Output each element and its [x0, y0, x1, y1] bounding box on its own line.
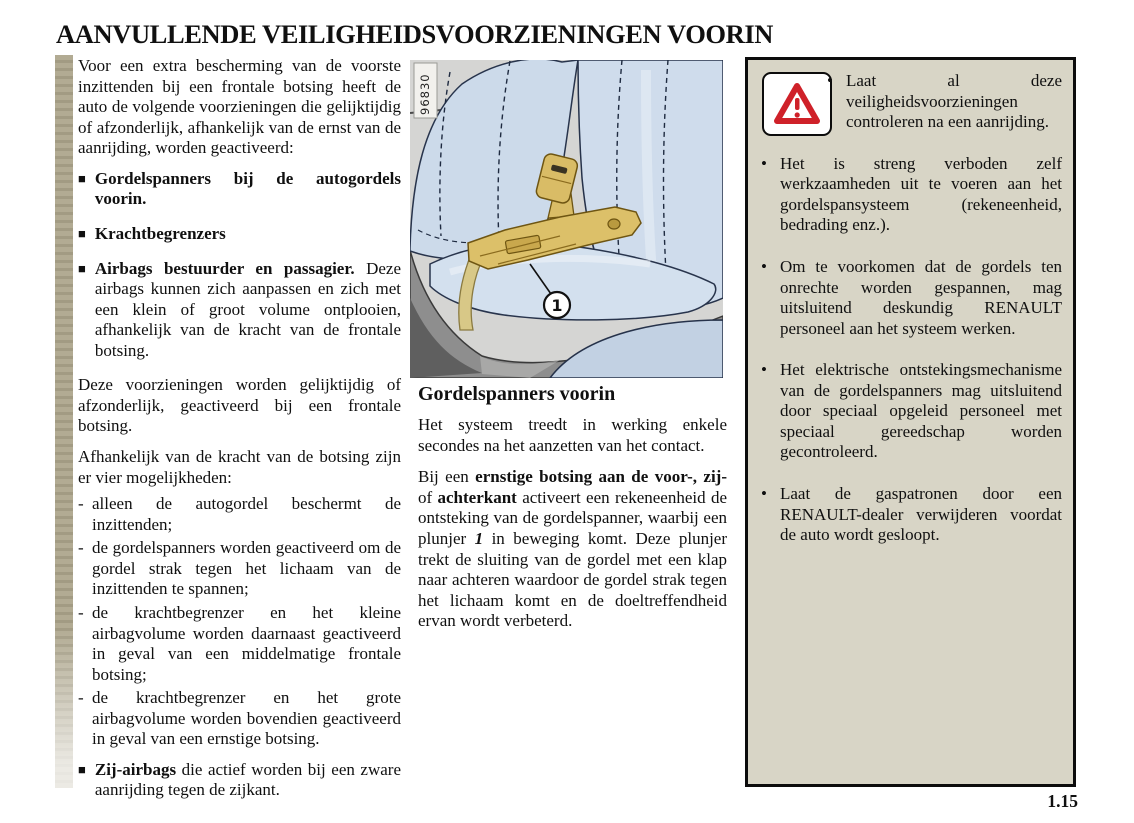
text-run: Zij-airbags	[94, 759, 177, 779]
text-run: Deze airbags kunnen zich aanpassen en zich met een klein of groot volume ontplooien, afhankelijk van de kracht van de frontale botsing.	[94, 258, 401, 360]
warning-bullet-list	[761, 71, 1062, 546]
text-run: Krachtbegrenzers	[94, 223, 226, 243]
feature-item	[78, 259, 401, 362]
square-bullet-icon: ■	[78, 260, 86, 276]
seat-pretensioner-figure	[410, 60, 723, 378]
dash-bullet: -	[78, 538, 84, 558]
feature-item	[78, 760, 401, 801]
case-text: de gordelspanners worden geactiveerd om de gordel strak tegen het lichaam van de inzittenden te spannen;	[92, 538, 401, 599]
middle-paragraph	[418, 415, 727, 456]
warning-bullet-text: Laat al deze veiligheidsvoorzieningen controleren na een aanrijding.	[846, 71, 1062, 132]
text-run: Bij een	[418, 467, 476, 487]
bullet-dot: •	[827, 71, 833, 90]
warning-bullet-text: Het elektrische ontstekingsmechanisme van de gordelspanners mag uitsluitend door speciaal opgeleid personeel met speciaal gereedschap worden gecontroleerd.	[780, 360, 1062, 462]
section-heading: Gordelspanners voorin	[418, 383, 616, 405]
text-run: Airbags bestuurder en passagier.	[94, 258, 355, 278]
case-item	[78, 603, 401, 685]
intro-paragraph: Voor een extra bescherming van de voorste inzittenden bij een frontale botsing heeft de auto de volgende voorzieningen die gelijktijdig of afzonderlijk, afhankelijk van de ernst van de aanrijding, worden geactiveerd:	[78, 56, 401, 158]
page-edge-strip	[55, 55, 73, 788]
feature-text	[95, 224, 401, 245]
bullet-dot: •	[761, 484, 767, 503]
feature-item	[78, 169, 401, 210]
text-run: 1	[474, 529, 484, 548]
case-item	[78, 494, 401, 535]
final-feature-list	[78, 760, 401, 801]
feature-item	[78, 224, 401, 245]
bullet-dot: •	[761, 153, 767, 173]
warning-bullet-item	[761, 154, 1062, 236]
text-run: die actief worden bij een zware aanrijding tegen de zijkant.	[94, 759, 401, 800]
left-column	[78, 56, 401, 815]
photo-id-text: 96830	[418, 73, 432, 115]
warning-bullet-item	[761, 484, 1062, 546]
text-run: in beweging komt. Deze plunjer trekt de sluiting van de gordel met een klap naar achteren waardoor de gordel strak tegen het lichaam komt en de doeltreffendheid ervan wordt verbeterd.	[418, 529, 728, 631]
dash-bullet: -	[78, 494, 84, 514]
case-text: alleen de autogordel beschermt de inzittenden;	[92, 494, 401, 534]
page-title: AANVULLENDE VEILIGHEIDSVOORZIENINGEN VOORIN	[56, 19, 774, 49]
case-text: de krachtbegrenzer en het grote airbagvolume worden bovendien geactiveerd in geval van een ernstige botsing.	[92, 688, 401, 749]
text-run: Gordelspanners bij de autogordels voorin.	[94, 168, 401, 209]
text-run: Het systeem treedt in werking enkele secondes na het aanzetten van het contact.	[418, 415, 727, 455]
warning-bullet-text: Het is streng verboden zelf werkzaamheden uit te voeren aan het gordelspansysteem (rekeneenheid, bedrading enz.).	[780, 153, 1062, 235]
warning-triangle-icon	[762, 72, 832, 136]
bullet-dot: •	[761, 256, 767, 276]
case-list	[78, 494, 401, 750]
bullet-dot: •	[761, 360, 767, 380]
feature-text	[95, 169, 401, 210]
square-bullet-icon: ■	[78, 761, 86, 777]
text-run: activeert een rekeneenheid de ontsteking van de gordelspanner, waarbij een plunjer	[418, 487, 727, 548]
warning-bullet-item	[761, 360, 1062, 463]
warning-bullet-text: Om te voorkomen dat de gordels ten onrechte worden gespannen, mag uitsluitend deskundig RENAULT personeel aan het systeem werken.	[780, 256, 1062, 338]
dash-bullet: -	[78, 602, 84, 622]
feature-list	[78, 169, 401, 362]
case-item	[78, 688, 401, 750]
four-cases-paragraph: Afhankelijk van de kracht van de botsing zijn er vier mogelijkheden:	[78, 447, 401, 487]
case-item	[78, 538, 401, 600]
seat-pretensioner-illustration	[410, 60, 723, 378]
square-bullet-icon: ■	[78, 225, 86, 241]
page-number: 1.15	[1047, 791, 1078, 811]
simultaneous-paragraph: Deze voorzieningen worden gelijktijdig of afzonderlijk, geactiveerd bij een frontale botsing.	[78, 375, 401, 436]
text-run: of	[418, 487, 438, 507]
text-run: achterkant	[437, 487, 517, 507]
warning-box	[745, 57, 1076, 787]
warning-bullet-item	[761, 257, 1062, 339]
feature-text	[95, 760, 401, 801]
feature-text	[95, 259, 401, 362]
warning-bullet-text: Laat de gaspatronen door een RENAULT-dealer verwijderen voordat de auto wordt gesloopt.	[780, 484, 1062, 545]
middle-paragraphs	[418, 415, 727, 632]
middle-paragraph	[418, 467, 727, 632]
square-bullet-icon: ■	[78, 170, 86, 186]
middle-column	[418, 382, 727, 643]
dash-bullet: -	[78, 688, 84, 708]
photo-id-label	[414, 63, 437, 118]
text-run: ernstige botsing aan de voor-, zij-	[475, 467, 727, 487]
callout-number: 1	[551, 296, 563, 315]
case-text: de krachtbegrenzer en het kleine airbagvolume worden daarnaast geactiveerd in geval van een middelmatige frontale botsing;	[92, 602, 401, 684]
